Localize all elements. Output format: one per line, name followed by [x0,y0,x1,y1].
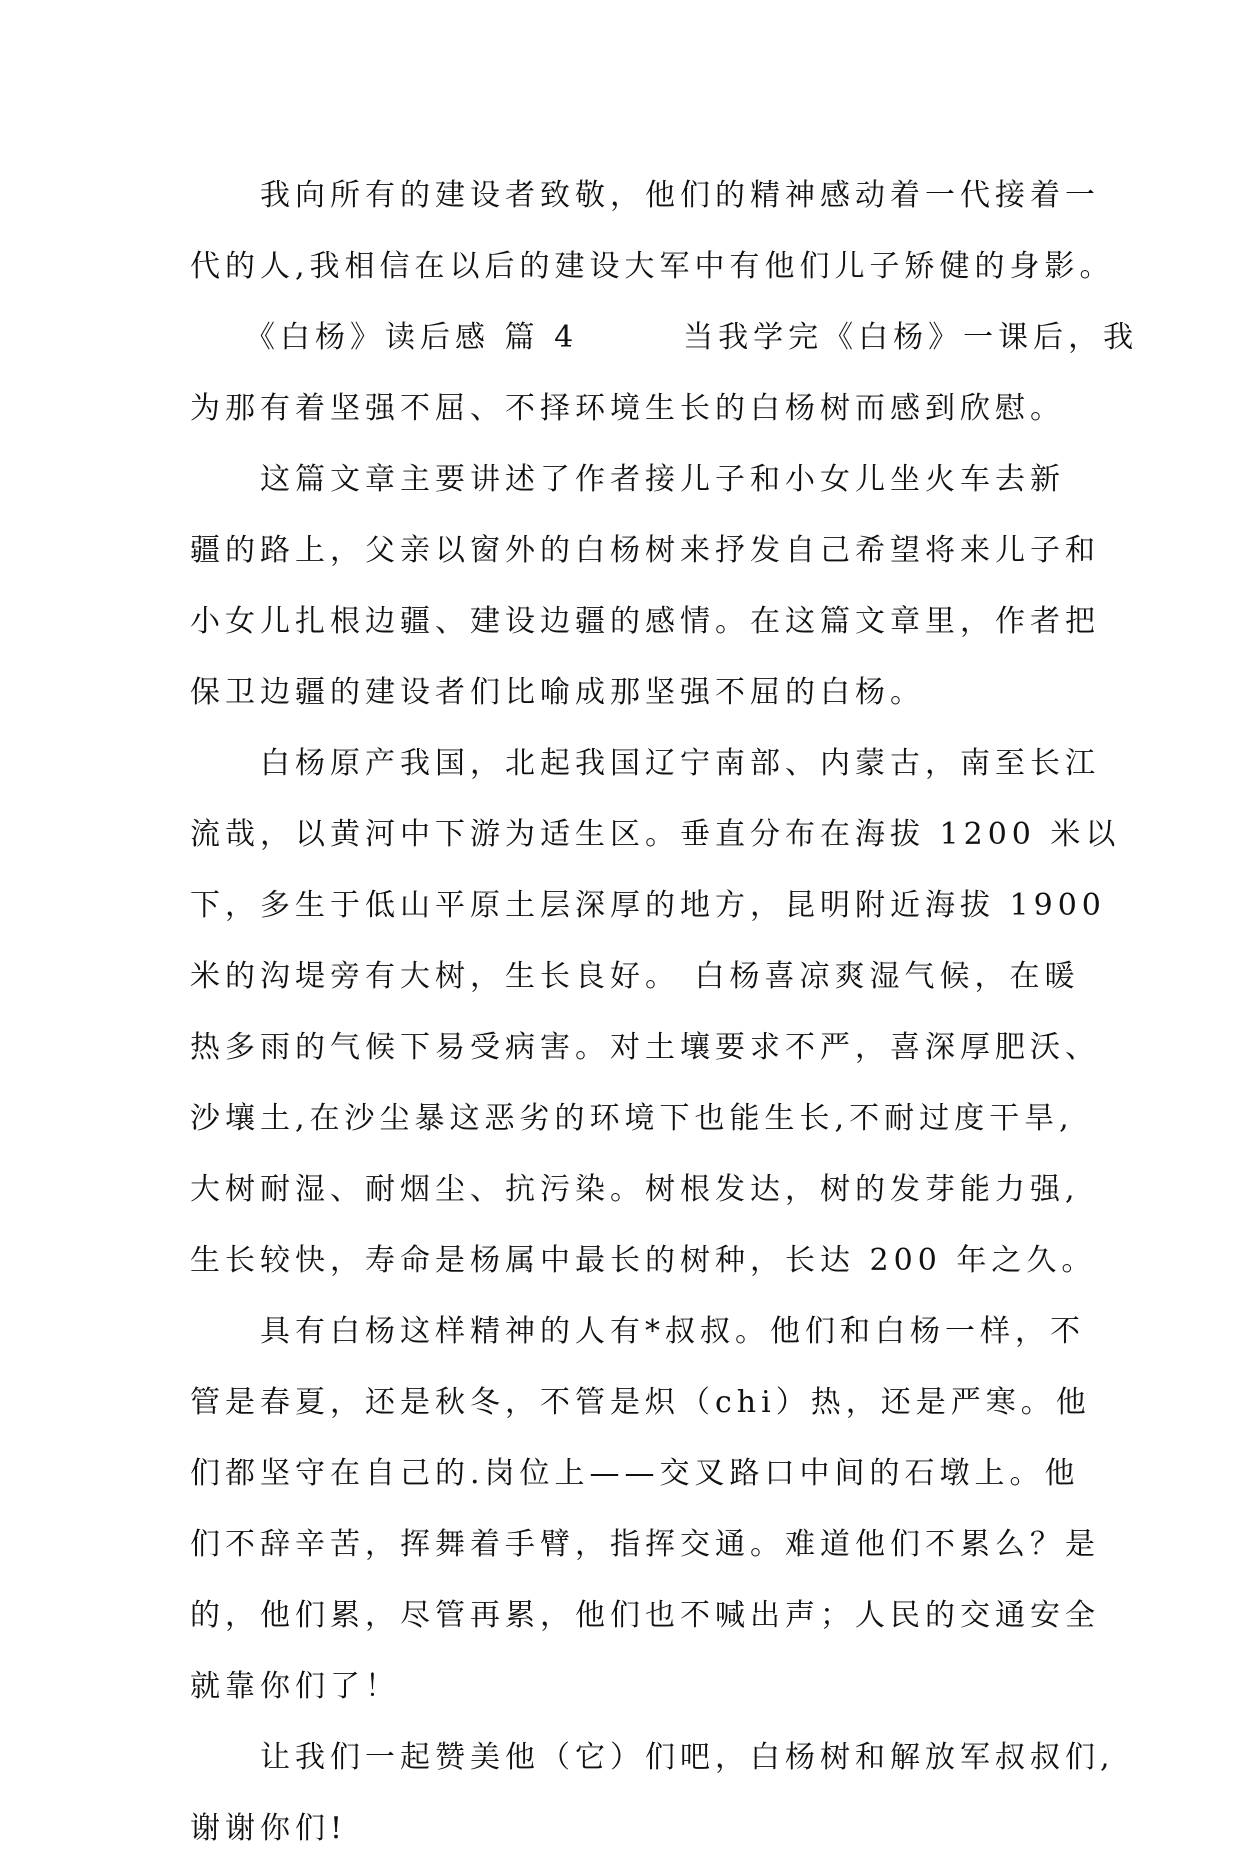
text-line: 们不辞辛苦，挥舞着手臂，指挥交通。难道他们不累么？是 [190,1527,1100,1562]
text-line: 我向所有的建设者致敬，他们的精神感动着一代接着一 [190,178,1100,213]
text-line: 就靠你们了！ [190,1669,400,1704]
text-line: 米的沟堤旁有大树，生长良好。 白杨喜凉爽湿气候，在暖 [190,959,1080,994]
text-line: 代的人,我相信在以后的建设大军中有他们儿子矫健的身影。 [190,249,1115,284]
paragraph-tribute [190,160,1115,302]
paragraph-summary [190,444,1100,728]
text-line: 《白杨》读后感 篇 4 当我学完《白杨》一课后，我 [190,320,1139,355]
text-line: 具有白杨这样精神的人有*叔叔。他们和白杨一样，不 [190,1314,1085,1349]
text-line: 流哉，以黄河中下游为适生区。垂直分布在海拔 1200 米以 [190,817,1121,852]
text-line: 这篇文章主要讲述了作者接儿子和小女儿坐火车去新 [190,462,1065,497]
text-line: 们都坚守在自己的.岗位上——交叉路口中间的石墩上。他 [190,1456,1080,1491]
paragraph-closing [190,1722,1115,1864]
text-line: 为那有着坚强不屈、不择环境生长的白杨树而感到欣慰。 [190,391,1065,426]
text-line: 的，他们累，尽管再累，他们也不喊出声；人民的交通安全 [190,1598,1100,1633]
text-line: 下，多生于低山平原土层深厚的地方，昆明附近海拔 1900 [190,888,1106,923]
text-line: 谢谢你们! [190,1811,348,1846]
text-line: 白杨原产我国，北起我国辽宁南部、内蒙古，南至长江 [190,746,1100,781]
text-line: 热多雨的气候下易受病害。对土壤要求不严，喜深厚肥沃、 [190,1030,1100,1065]
document-body [190,160,1139,1864]
paragraph-traffic-police [190,1296,1100,1722]
text-line: 大树耐湿、耐烟尘、抗污染。树根发达，树的发芽能力强, [190,1172,1080,1207]
text-line: 疆的路上，父亲以窗外的白杨树来抒发自己希望将来儿子和 [190,533,1100,568]
text-line: 生长较快，寿命是杨属中最长的树种，长达 200 年之久。 [190,1243,1097,1278]
text-line: 沙壤土,在沙尘暴这恶劣的环境下也能生长,不耐过度干旱, [190,1101,1074,1136]
text-line: 小女儿扎根边疆、建设边疆的感情。在这篇文章里，作者把 [190,604,1100,639]
paragraph-poplar-facts [190,728,1121,1296]
text-line: 保卫边疆的建设者们比喻成那坚强不屈的白杨。 [190,675,925,710]
paragraph-essay-heading [190,302,1139,444]
text-line: 让我们一起赞美他（它）们吧，白杨树和解放军叔叔们, [190,1740,1115,1775]
text-line: 管是春夏，还是秋冬，不管是炽（chi）热，还是严寒。他 [190,1385,1091,1420]
